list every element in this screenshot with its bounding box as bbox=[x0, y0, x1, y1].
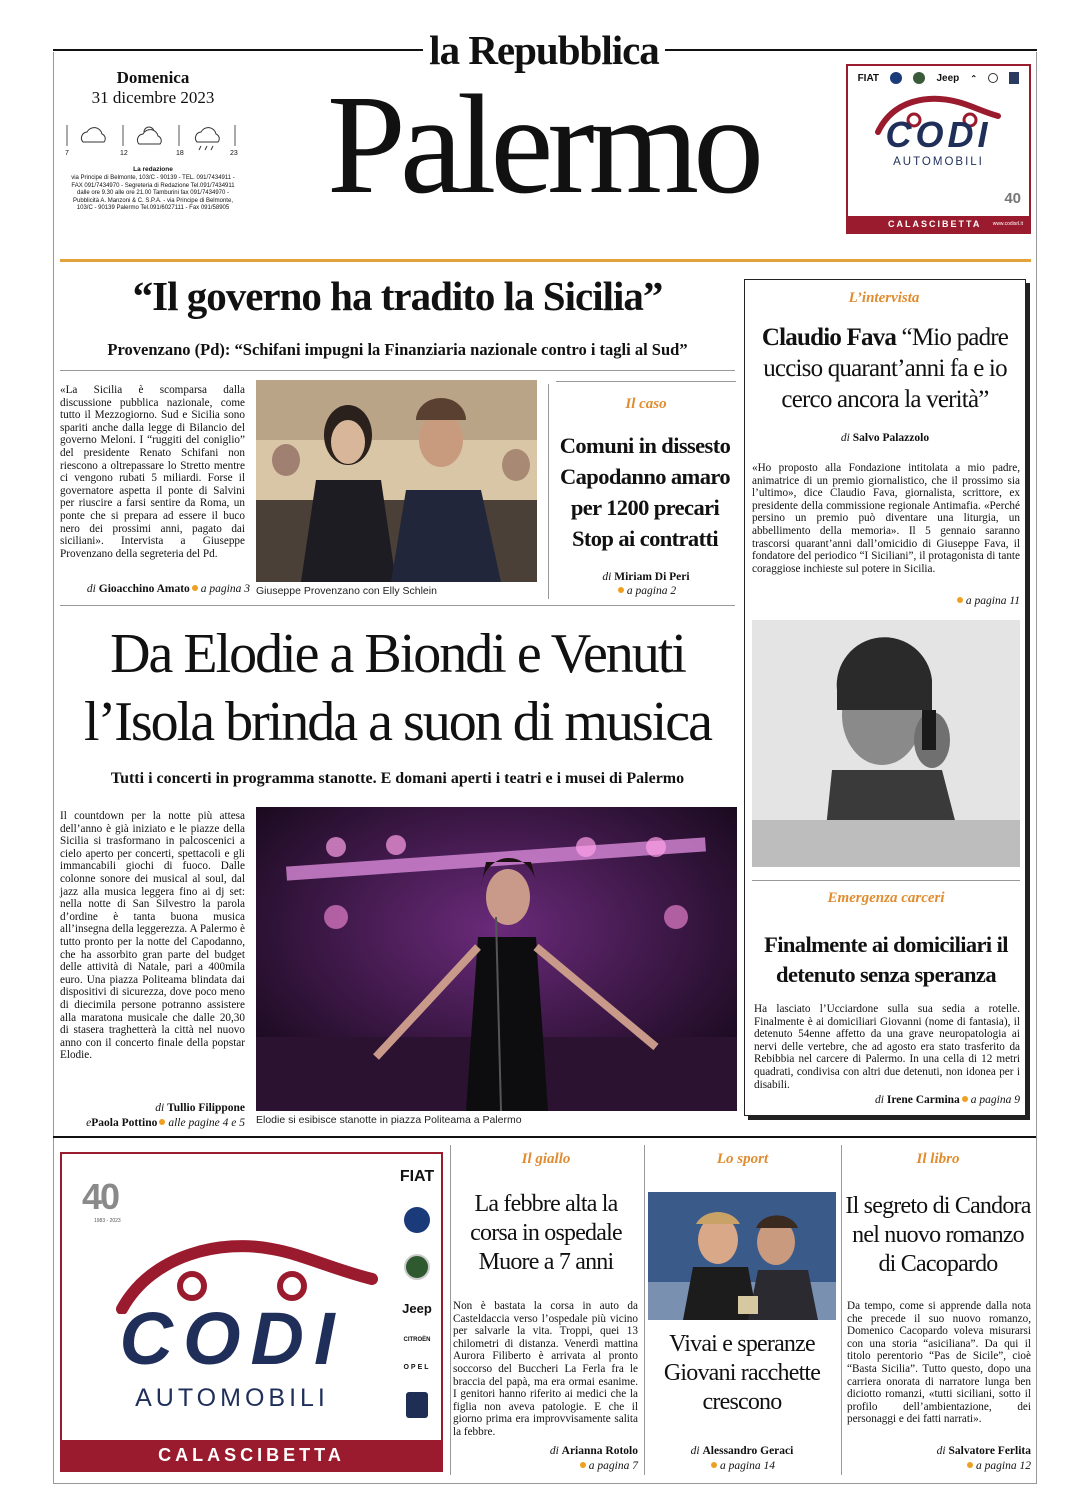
ad-top-footer bbox=[848, 216, 1029, 232]
music-headline-1[interactable]: Da Elodie a Biondi e Venuti bbox=[110, 623, 685, 685]
citroen-logo-icon: ⌃ bbox=[970, 73, 978, 83]
lead-subhead: Provenzano (Pd): “Schifani impugni la Finanziaria nazionale contro i tagli al Sud” bbox=[107, 340, 688, 359]
peugeot-logo-icon bbox=[406, 1392, 428, 1418]
peugeot-logo-icon bbox=[1009, 72, 1019, 84]
music-byline: di Tullio Filippone ePaola Pottino alle pagine 4 e 5 bbox=[86, 1102, 245, 1129]
music-subhead: Tutti i concerti in programma stanotte. E domani aperti i teatri e i musei di Palermo bbox=[110, 770, 685, 787]
libro-byline: di Salvatore Ferlita a pagina 12 bbox=[936, 1445, 1031, 1472]
libro-headline[interactable]: Il segreto di Candora nel nuovo romanzo di Cacopardo bbox=[845, 1193, 1031, 1277]
libro-author: Salvatore Ferlita bbox=[948, 1445, 1031, 1457]
alfa-romeo-logo-icon bbox=[404, 1254, 430, 1280]
jeep-logo-icon: Jeep bbox=[936, 72, 960, 84]
lead-author: Gioacchino Amato bbox=[98, 583, 190, 595]
fiat-logo-icon: FIAT bbox=[857, 72, 880, 84]
music-headline-2[interactable]: l’Isola brinda a suon di musica bbox=[84, 691, 711, 753]
carceri-page-ref[interactable]: a pagina 9 bbox=[970, 1094, 1020, 1106]
ad-bottom-city: CALASCIBETTA bbox=[158, 1444, 345, 1465]
ad-top-city: CALASCIBETTA bbox=[888, 219, 982, 229]
giallo-body: Non è bastata la corsa in auto da Casteldaccia verso l’ospedale più vicino per salvarle la vita. Troppi, quei 13 chilometri di distanza. Venerdì mattina Aurora Filiberto è arrivata al pronto soccorso del Buccheri La Ferla fra le braccia del papà, ma era ormai esanime. I genitori hanno riferito ai medici che la figlia non aveva patologie. E che il giorno prima era improvvisamente salita la febbre. bbox=[453, 1300, 638, 1438]
temp-1: 7 bbox=[65, 150, 69, 157]
lancia-logo-icon bbox=[890, 72, 902, 84]
temp-2: 12 bbox=[120, 150, 128, 157]
fiat-logo-icon: FIAT bbox=[399, 1168, 435, 1185]
weather-strip bbox=[65, 120, 241, 160]
opel-logo-icon bbox=[988, 73, 998, 83]
brand-name: la Repubblica bbox=[429, 27, 659, 73]
ad-top-site: www.codisrl.it bbox=[992, 221, 1023, 227]
caso-author: Miriam Di Peri bbox=[614, 571, 690, 583]
giallo-page-ref[interactable]: a pagina 7 bbox=[588, 1459, 638, 1472]
sport-byline: di Alessandro Geraci a pagina 14 bbox=[690, 1445, 794, 1472]
redazione-contacts: via Principe di Belmonte, 103/C - 90139 - TEL. 091/7434911 - FAX 091/7434970 - Segreteria di Redazione Tel.091/7434911 dalle ore 9.30 alle ore 21.00 Tamburini fax 091/7434970 - Pubblicità A. Manzoni & C. S.P.A. - via Principe di Belmonte, 103/C - 90139 Palermo Tel.091/6027111 - Fax 091/58905 bbox=[71, 175, 235, 212]
jeep-logo-icon: Jeep bbox=[402, 1301, 432, 1316]
intervista-page bbox=[752, 595, 1020, 607]
intervista-headline[interactable] bbox=[750, 322, 1020, 415]
music-page-ref[interactable]: alle pagine 4 e 5 bbox=[168, 1116, 245, 1129]
caso-headline[interactable]: Comuni in dissesto Capodanno amaro per 1200 precari Stop ai contratti bbox=[559, 433, 731, 551]
carceri-author: Irene Carmina bbox=[886, 1094, 960, 1106]
music-body: Il countdown per la notte più attesa dell’anno è già iniziato e le piazze della Sicilia si trasformano in palcoscenici a cielo aperto per concerti, spettacoli e gli immancabili giochi di fuoco. Dalle colonne sonore dei musical al soul, dal jazz alla musica leggera fino ai dj set: nella notte di San Silvestro la parola d’ordine è tanta buona musica all’insegna della leggerezza. A Palermo è tutto pronto per la notte del Capodanno, che ha assorbito gran parte del budget delle attività di Natale, pari a 400mila euro. Una piazza Politeama blindata dai dispositivi di sicurezza, dove poco meno di diecimila persone potranno assistere alla maratona musicale che dalle 20,30 di stasera traghetterà la città nel nuovo anno con il concerto finale della popstar Elodie. bbox=[60, 810, 245, 1062]
sport-photo bbox=[648, 1192, 836, 1320]
carceri-body: Ha lasciato l’Ucciardone sulla sua sedia a rotelle. Finalmente è ai domiciliari Giovanni (nome di fantasia), il detenuto 54enne affetto da una grave neuropatologia ai nervi delle vertebre, che ad agosto era stato trasferito da Rebibbia nel carcere di Palermo. In una cella di 12 metri quadrati, condivisa con altri due detenuti, non idonea per i disabili. bbox=[754, 1003, 1020, 1091]
intervista-quote: “Mio padre ucciso quarant’anni fa e io cerco ancora la verità” bbox=[763, 324, 1009, 413]
intervista-byline: di Salvo Palazzolo bbox=[840, 432, 930, 444]
elodie-photo bbox=[256, 807, 737, 1111]
issue-date: 31 dicembre 2023 bbox=[91, 88, 215, 107]
provenzano-schlein-photo bbox=[256, 380, 537, 582]
opel-logo-icon: OPEL bbox=[403, 1364, 431, 1371]
alfa-logo-icon bbox=[913, 72, 925, 84]
ad-bottom-years: 1983 - 2023 bbox=[94, 1218, 121, 1224]
citroen-logo-icon: CITROËN bbox=[403, 1337, 431, 1343]
intervista-name: Claudio Fava bbox=[761, 324, 897, 351]
ad-brand-logos bbox=[848, 66, 1029, 84]
ad-bottom-sub: AUTOMOBILI bbox=[135, 1384, 329, 1412]
lead-byline: di Gioacchino Amato a pagina 3 bbox=[86, 583, 250, 595]
giallo-kicker: Il giallo bbox=[521, 1151, 571, 1167]
lead-page-ref[interactable]: a pagina 3 bbox=[200, 583, 250, 595]
lead-caption: Giuseppe Provenzano con Elly Schlein bbox=[256, 585, 437, 597]
tennis-players-photo bbox=[648, 1192, 836, 1320]
temp-3: 18 bbox=[176, 150, 184, 157]
intervista-kicker: L’intervista bbox=[848, 290, 920, 306]
libro-kicker: Il libro bbox=[916, 1151, 960, 1167]
carceri-kicker: Emergenza carceri bbox=[827, 890, 945, 906]
libro-page-ref[interactable]: a pagina 12 bbox=[976, 1459, 1031, 1472]
sport-headline[interactable]: Vivai e speranze Giovani racchette crescono bbox=[663, 1331, 821, 1415]
weather-icons bbox=[65, 120, 241, 158]
claudio-fava-portrait bbox=[752, 620, 1020, 867]
city-title: Palermo bbox=[326, 65, 759, 223]
caso-byline: di Miriam Di Peri a pagina 2 bbox=[602, 571, 690, 597]
sport-kicker: Lo sport bbox=[716, 1151, 769, 1167]
temp-4: 23 bbox=[230, 150, 238, 157]
ad-top-logo: CODI bbox=[885, 114, 992, 155]
fava-photo bbox=[752, 620, 1020, 867]
sport-page-ref[interactable]: a pagina 14 bbox=[720, 1459, 775, 1472]
ad-codi-bottom[interactable] bbox=[60, 1152, 443, 1472]
sport-author: Alessandro Geraci bbox=[702, 1445, 794, 1457]
giallo-headline[interactable]: La febbre alta la corsa in ospedale Muore a 7 anni bbox=[470, 1191, 622, 1275]
lead-body: «La Sicilia è scomparsa dalla discussione pubblica nazionale, come tutto il Mezzogiorno. Sud e Sicilia sono spariti anche dalla legge di Bilancio del governo Meloni. I “ruggiti del coniglio” del presidente Renato Schifani non riescono a oltrepassare lo Stretto mentre ci vengono rubati 5 miliardi. Forse il governatore aspetta il ponte di Salvini per riuscire a farsi sentire da Roma, un ponte che si prepara ad essere il buco nero dei prossimi anni, pagato dai siciliani». Intervista a Giuseppe Provenzano della segreteria del Pd. bbox=[60, 384, 245, 560]
ad-bottom-footer bbox=[62, 1440, 441, 1470]
carceri-byline: di Irene Carmina a pagina 9 bbox=[875, 1094, 1020, 1106]
elodie-stage-photo bbox=[256, 807, 737, 1111]
masthead-left-panel bbox=[53, 52, 253, 257]
ad-top-sub: AUTOMOBILI bbox=[893, 156, 984, 168]
redazione-title: La redazione bbox=[133, 166, 173, 173]
music-author-2: Paola Pottino bbox=[91, 1116, 158, 1129]
ad-bottom-logo: CODI bbox=[119, 1297, 345, 1380]
intervista-author: Salvo Palazzolo bbox=[852, 432, 930, 444]
intervista-page-ref[interactable]: a pagina 11 bbox=[965, 595, 1020, 607]
caso-page-ref[interactable]: a pagina 2 bbox=[626, 585, 677, 597]
intervista-body: «Ho proposto alla Fondazione intitolata a mio padre, animatrice di un premio giornalistico, che il prossimo sia l’ultimo», dice Claudio Fava, giornalista, scrittore, ex presidente della commissione regionale Antimafia. «Perché persino un premio può diventare una liturgia, un abbellimento della memoria». Il 5 gennaio saranno trascorsi quarant’anni dall’omicidio di Giuseppe Fava, il fondatore del periodico “I Siciliani”, il protagonista di tante coraggiose inchieste sul potere in Sicilia. bbox=[752, 462, 1020, 575]
lead-headline: “Il governo ha tradito la Sicilia” bbox=[132, 273, 663, 319]
giallo-byline: di Arianna Rotolo a pagina 7 bbox=[549, 1445, 638, 1472]
music-author-1: Tullio Filippone bbox=[167, 1102, 245, 1114]
masthead-divider bbox=[60, 259, 1031, 262]
lancia-logo-icon bbox=[404, 1207, 430, 1233]
lead-photo bbox=[256, 380, 537, 582]
ad-codi-top[interactable] bbox=[846, 64, 1031, 234]
carceri-headline[interactable]: Finalmente ai domiciliari il detenuto senza speranza bbox=[764, 932, 1008, 987]
giallo-author: Arianna Rotolo bbox=[561, 1445, 638, 1457]
caso-kicker: Il caso bbox=[625, 396, 667, 412]
ad-bottom-brand-column bbox=[397, 1168, 437, 1418]
ad-bottom-40: 40 bbox=[82, 1176, 119, 1217]
music-caption: Elodie si esibisce stanotte in piazza Politeama a Palermo bbox=[256, 1114, 522, 1126]
issue-day: Domenica bbox=[116, 68, 190, 87]
ad-top-40: 40 bbox=[1004, 190, 1021, 207]
libro-body: Da tempo, come si apprende dalla nota che precede il suo nuovo romanzo, Domenico Cacopardo voleva misurarsi con una storia “asiciliana”. Da qui il titolo perentorio “Pas de Sicile”, cioè “Basta Sicilia”. Tutto questo, dopo una carriera onorata di narratore lunga ben diciotto romanzi, «tutti siciliani, sotto il profilo dell’ambientazione, dei personaggi e dei fatti narrati». bbox=[847, 1300, 1031, 1426]
